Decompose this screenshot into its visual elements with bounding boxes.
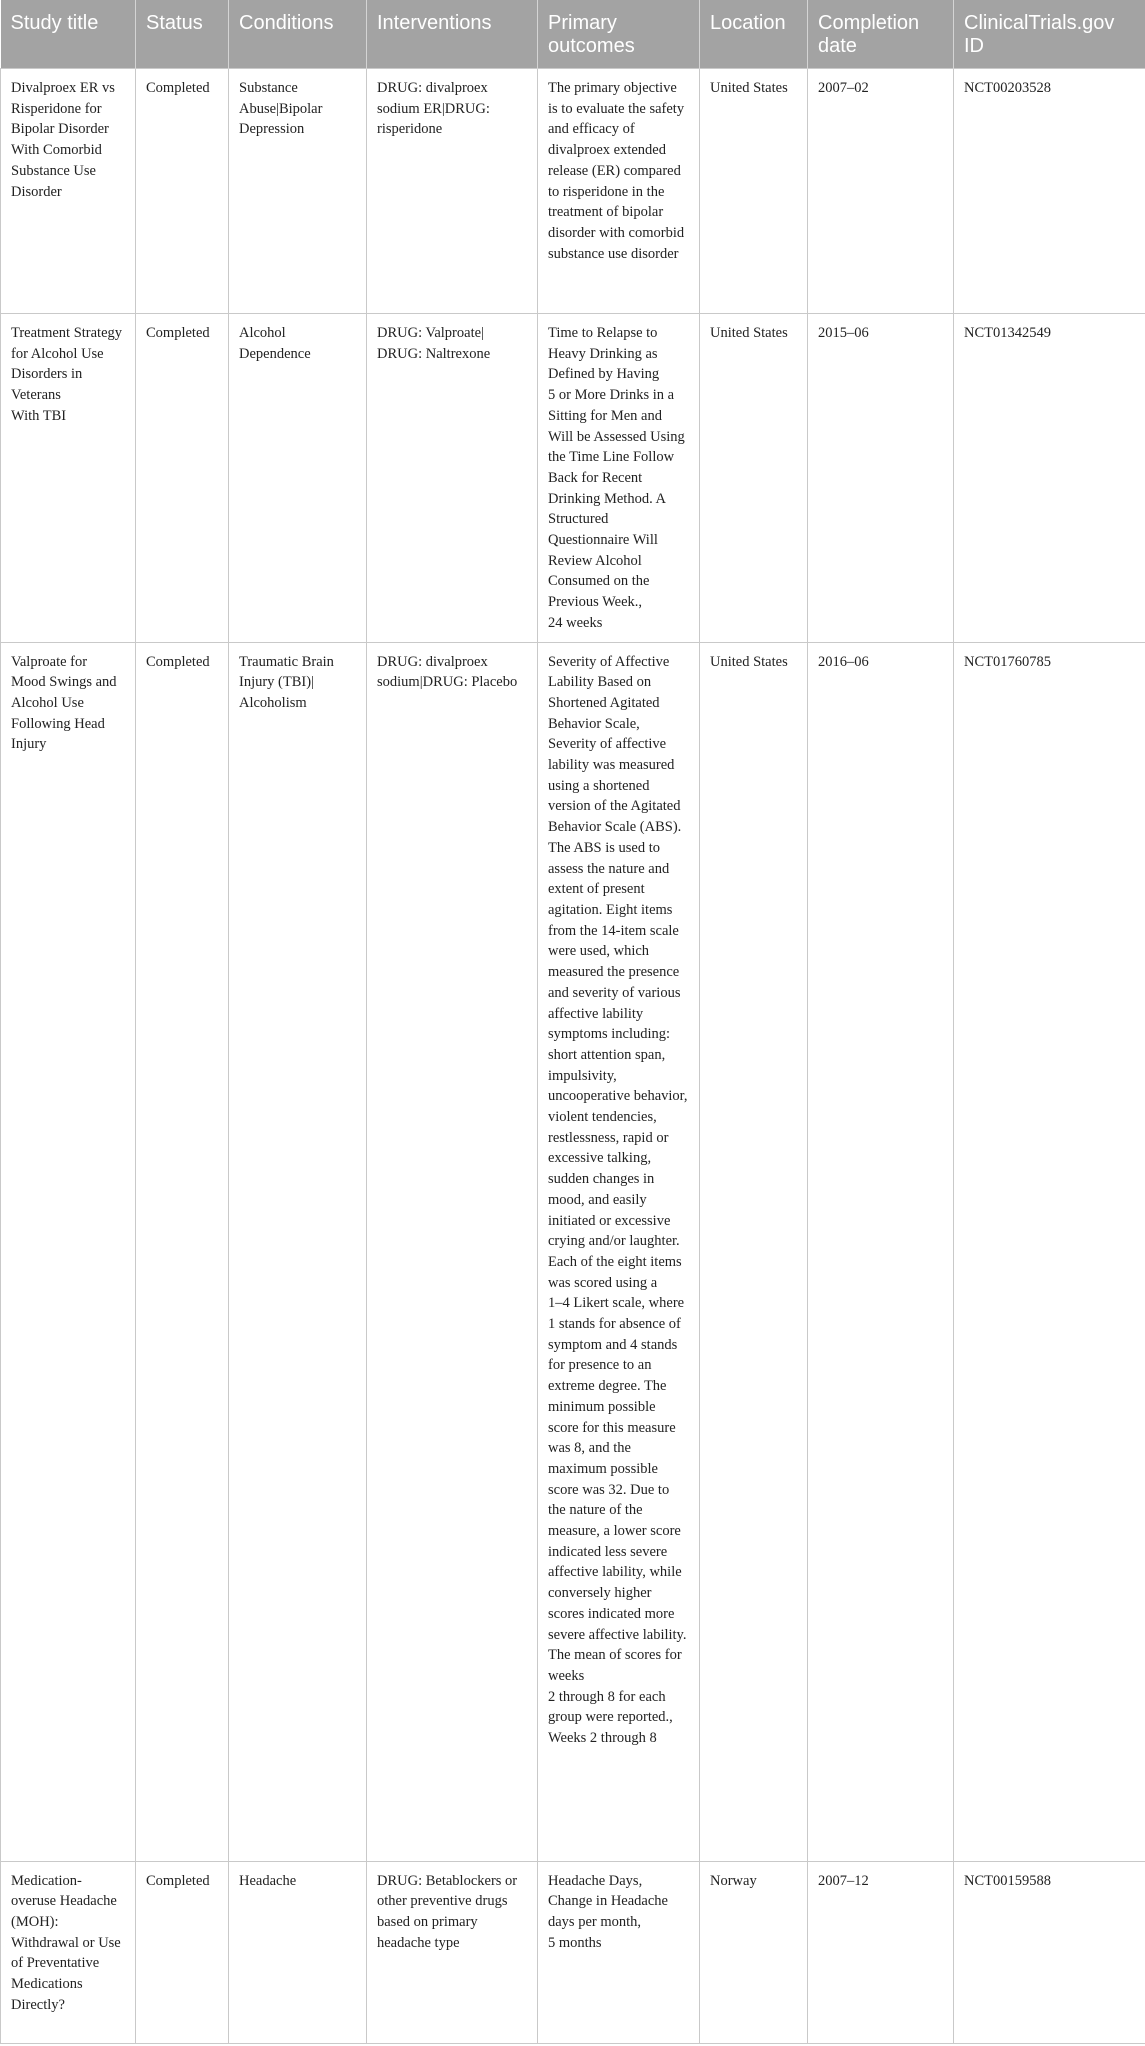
- cell-interventions: DRUG: divalproex sodium|DRUG: Placebo: [367, 642, 538, 1861]
- cell-primary-outcomes: The primary objective is to evaluate the safety and efficacy of divalproex extended release (ER) compared to risperidone in the treatment of bipolar disorder with comorbid substance use disorder: [538, 69, 700, 314]
- cell-status: Completed: [136, 314, 229, 643]
- cell-location: Norway: [700, 1861, 808, 2043]
- cell-ct-id: NCT01760785: [954, 642, 1145, 1861]
- cell-status: Completed: [136, 642, 229, 1861]
- cell-conditions: Headache: [229, 1861, 367, 2043]
- cell-conditions: Substance Abuse|Bipolar Depression: [229, 69, 367, 314]
- table-row: [1, 642, 1145, 1861]
- cell-conditions: Traumatic Brain Injury (TBI)| Alcoholism: [229, 642, 367, 1861]
- header-conditions: Conditions: [229, 0, 367, 69]
- cell-completion-date: 2016–06: [808, 642, 954, 1861]
- cell-study-title: Divalproex ER vs Risperidone for Bipolar Disorder With Comorbid Substance Use Disorder: [1, 69, 136, 314]
- cell-completion-date: 2007–02: [808, 69, 954, 314]
- cell-location: United States: [700, 314, 808, 643]
- cell-interventions: DRUG: divalproex sodium ER|DRUG: risperidone: [367, 69, 538, 314]
- cell-status: Completed: [136, 1861, 229, 2043]
- cell-interventions: DRUG: Betablockers or other preventive drugs based on primary headache type: [367, 1861, 538, 2043]
- header-status: Status: [136, 0, 229, 69]
- table-row: [1, 1861, 1145, 2043]
- cell-location: United States: [700, 69, 808, 314]
- header-location: Location: [700, 0, 808, 69]
- cell-conditions: Alcohol Dependence: [229, 314, 367, 643]
- table-row: [1, 69, 1145, 314]
- cell-completion-date: 2007–12: [808, 1861, 954, 2043]
- header-primary-outcomes: Primary outcomes: [538, 0, 700, 69]
- cell-primary-outcomes: Headache Days, Change in Headache days per month, 5 months: [538, 1861, 700, 2043]
- cell-study-title: Valproate for Mood Swings and Alcohol Use Following Head Injury: [1, 642, 136, 1861]
- cell-completion-date: 2015–06: [808, 314, 954, 643]
- cell-location: United States: [700, 642, 808, 1861]
- cell-study-title: Medication-overuse Headache (MOH): Withdrawal or Use of Preventative Medications Directly?: [1, 1861, 136, 2043]
- cell-primary-outcomes: Severity of Affective Lability Based on Shortened Agitated Behavior Scale, Severity of affective lability was measured using a shortened version of the Agitated Behavior Scale (ABS). The ABS is used to assess the nature and extent of present agitation. Eight items from the 14-item scale were used, which measured the presence and severity of various affective lability symptoms including: short attention span, impulsivity, uncooperative behavior, violent tendencies, restlessness, rapid or excessive talking, sudden changes in mood, and easily initiated or excessive crying and/or laughter. Each of the eight items was scored using a 1–4 Likert scale, where 1 stands for absence of symptom and 4 stands for presence to an extreme degree. The minimum possible score for this measure was 8, and the maximum possible score was 32. Due to the nature of the measure, a lower score indicated less severe affective lability, while conversely higher scores indicated more severe affective lability. The mean of scores for weeks 2 through 8 for each group were reported., Weeks 2 through 8: [538, 642, 700, 1861]
- header-completion-date: Completion date: [808, 0, 954, 69]
- header-study-title: Study title: [1, 0, 136, 69]
- header-ct-id: ClinicalTrials.gov ID: [954, 0, 1145, 69]
- cell-primary-outcomes: Time to Relapse to Heavy Drinking as Defined by Having 5 or More Drinks in a Sitting for Men and Will be Assessed Using the Time Line Follow Back for Recent Drinking Method. A Structured Questionnaire Will Review Alcohol Consumed on the Previous Week., 24 weeks: [538, 314, 700, 643]
- cell-status: Completed: [136, 69, 229, 314]
- cell-ct-id: NCT00203528: [954, 69, 1145, 314]
- cell-study-title: Treatment Strategy for Alcohol Use Disorders in Veterans With TBI: [1, 314, 136, 643]
- header-interventions: Interventions: [367, 0, 538, 69]
- table-header-row: [1, 0, 1145, 69]
- cell-ct-id: NCT01342549: [954, 314, 1145, 643]
- cell-ct-id: NCT00159588: [954, 1861, 1145, 2043]
- cell-interventions: DRUG: Valproate| DRUG: Naltrexone: [367, 314, 538, 643]
- table-row: [1, 314, 1145, 643]
